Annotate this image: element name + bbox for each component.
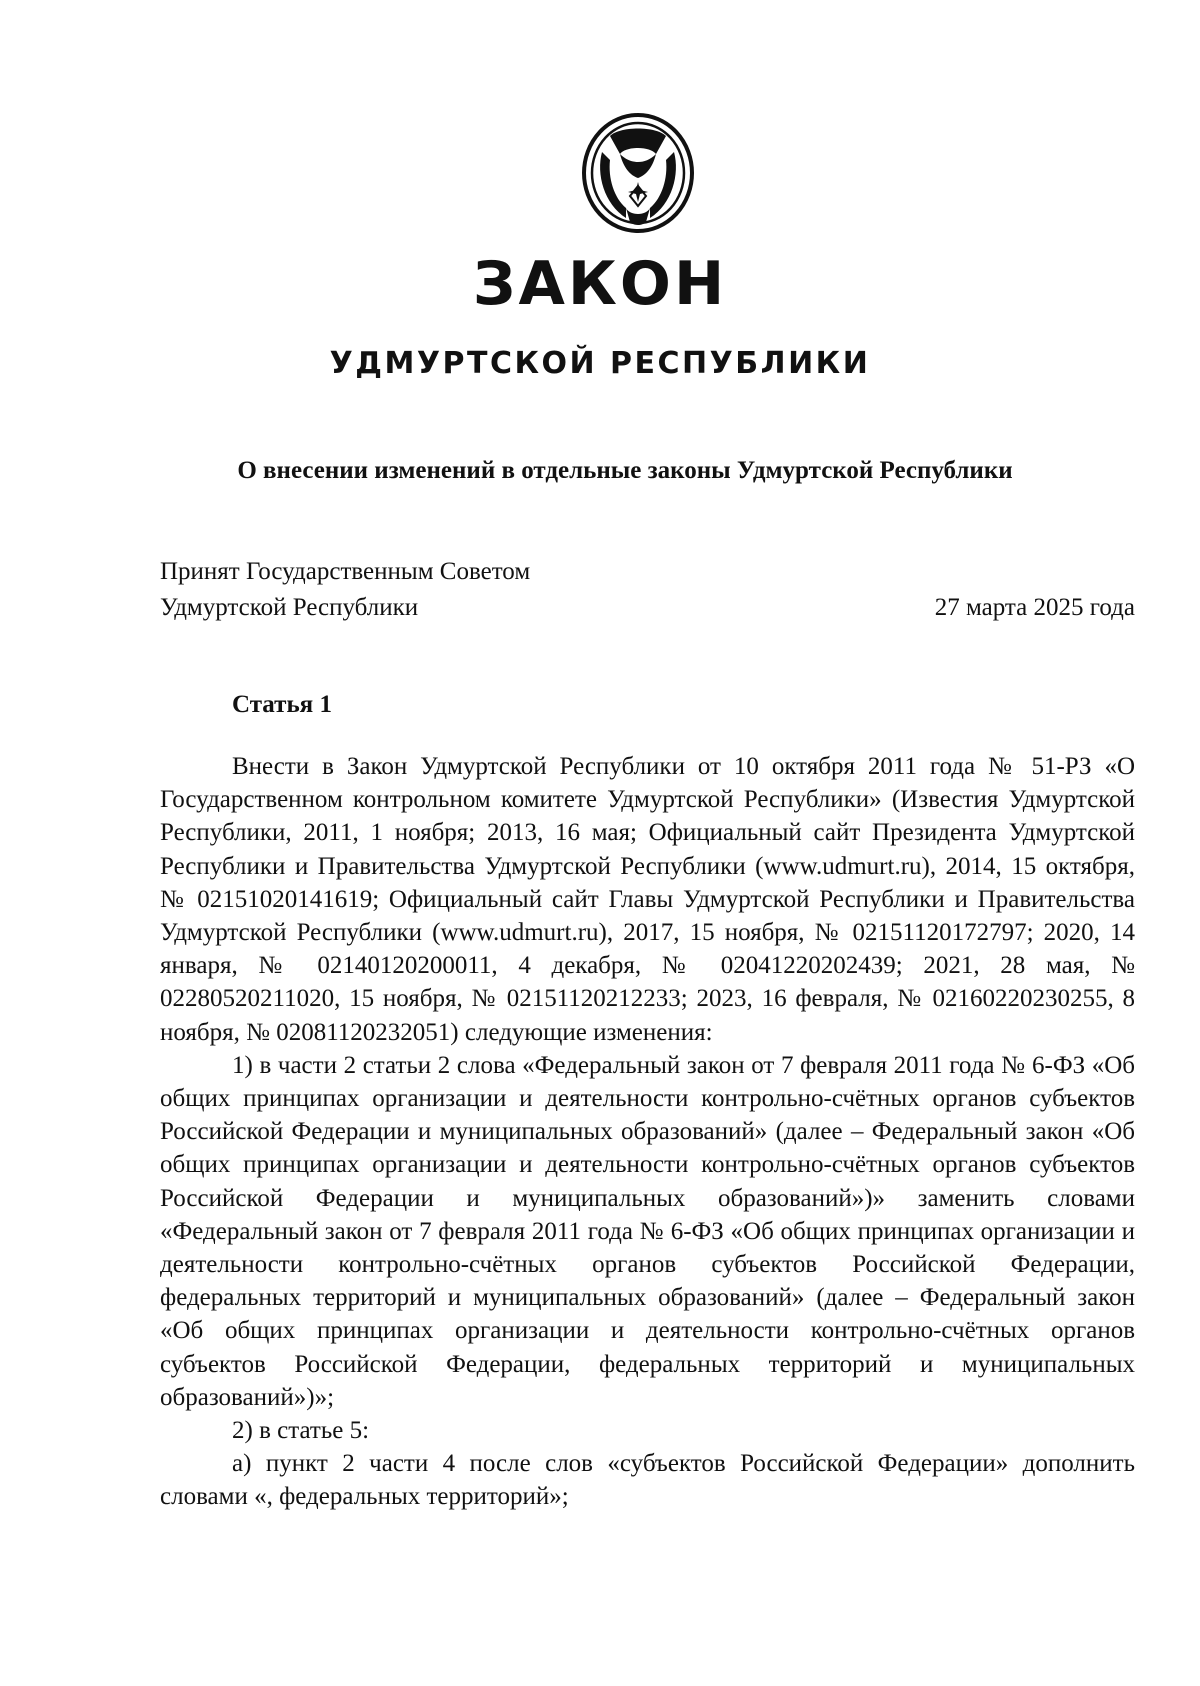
- article-paragraph: а) пункт 2 части 4 после слов «субъектов Российской Федерации» дополнить словами «, федеральных территорий»;: [160, 1450, 1135, 1511]
- udmurt-coat-of-arms-icon: [580, 112, 696, 234]
- article-paragraph: 2) в статье 5:: [232, 1417, 370, 1445]
- article-paragraph: 1) в части 2 статьи 2 слова «Федеральный закон от 7 февраля 2011 года № 6-ФЗ «Об общих принципах организации и деятельности контрольно-счётных органов субъектов Российской Федерации и муниципальных образований» (далее – Федеральный закон «Об общих принципах организации и деятельности контрольно-счётных органов субъектов Российской Федерации и муниципальных образований»)» заменить словами «Федеральный закон от 7 февраля 2011 года № 6-ФЗ «Об общих принципах организации и деятельности контрольно-счётных органов субъектов Российской Федерации, федеральных территорий и муниципальных образований» (далее – Федеральный закон «Об общих принципах организации и деятельности контрольно-счётных органов субъектов Российской Федерации, федеральных территорий и муниципальных образований»)»;: [160, 1051, 1135, 1411]
- article-body: [160, 750, 1135, 1514]
- article-paragraph: Внести в Закон Удмуртской Республики от 10 октября 2011 года № 51-РЗ «О Государственном контрольном комитете Удмуртской Республики» (Известия Удмуртской Республики, 2011, 1 ноября; 2013, 16 мая; Официальный сайт Президента Удмуртской Республики и Правительства Удмуртской Республики (www.udmurt.ru), 2014, 15 октября, № 02151020141619; Официальный сайт Главы Удмуртской Республики и Правительства Удмуртской Республики (www.udmurt.ru), 2017, 15 ноября, № 02151120172797; 2020, 14 января, № 02140120200011, 4 декабря, № 02041220202439; 2021, 28 мая, № 02280520211020, 15 ноября, № 02151120212233; 2023, 16 февраля, № 02160220230255, 8 ноября, № 02081120232051) следующие изменения:: [160, 753, 1135, 1046]
- adoption-line-1: Принят Государственным Советом: [160, 558, 531, 585]
- adoption-line-2: Удмуртской Республики: [160, 594, 419, 621]
- document-title: ЗАКОН: [472, 249, 728, 319]
- adoption-authority: [160, 554, 530, 626]
- document-subtitle: УДМУРТСКОЙ РЕСПУБЛИКИ: [329, 346, 871, 381]
- adoption-date: 27 марта 2025 года: [934, 594, 1135, 621]
- law-title: О внесении изменений в отдельные законы Удмуртской Республики: [237, 457, 1013, 484]
- article-heading: Статья 1: [232, 691, 332, 718]
